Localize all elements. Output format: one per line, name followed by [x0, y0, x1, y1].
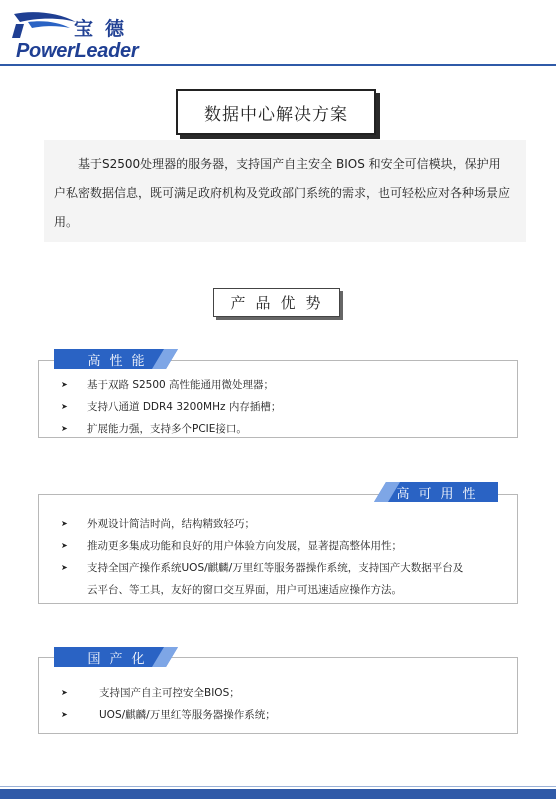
bullet-arrow-icon: ➤	[61, 563, 68, 572]
list-item	[39, 396, 517, 418]
section-localization	[38, 657, 518, 734]
list-item	[39, 704, 517, 726]
intro-text: 基于S2500处理器的服务器，支持国产自主安全 BIOS 和安全可信模块，保护用户私密数据信息，既可满足政府机构及党政部门系统的需求，也可轻松应对各种场景应用。	[54, 157, 511, 229]
list-item-text: 扩展能力强，支持多个PCIE接口。	[87, 423, 247, 435]
list-item-text: 支持全国产操作系统UOS/麒麟/万里红等服务器操作系统，支持国产大数据平台及	[87, 562, 464, 574]
list-item-text: UOS/麒麟/万里红等服务器操作系统；	[99, 709, 276, 721]
feature-list	[39, 374, 517, 440]
advantages-heading: 产品优势	[213, 288, 340, 317]
list-item	[39, 418, 517, 440]
bullet-arrow-icon: ➤	[61, 688, 68, 697]
list-item-continued	[39, 579, 517, 601]
list-item-text: 外观设计简洁时尚，结构精致轻巧；	[87, 518, 255, 530]
list-item-text: 推动更多集成功能和良好的用户体验方向发展，显著提高整体用性；	[87, 540, 402, 552]
section-tag-label: 高性能	[87, 353, 154, 369]
list-item-text: 支持八通道 DDR4 3200MHz 内存插槽；	[87, 401, 282, 413]
bullet-arrow-icon: ➤	[61, 402, 68, 411]
section-tag-localization	[54, 647, 178, 667]
list-item-text: 支持国产自主可控安全BIOS；	[99, 687, 240, 699]
footer-bar	[0, 789, 556, 799]
list-item	[39, 682, 517, 704]
list-item	[39, 557, 517, 579]
feature-list	[39, 513, 517, 601]
logo-english-name: PowerLeader	[16, 40, 139, 62]
logo-chinese-name: 宝德	[74, 18, 137, 40]
powerleader-logo	[10, 8, 160, 60]
list-item-text: 云平台、等工具，友好的窗口交互界面，用户可迅速适应操作方法。	[87, 584, 402, 596]
section-high-availability	[38, 494, 518, 604]
feature-list	[39, 682, 517, 726]
section-tag-high-performance	[54, 349, 178, 369]
bullet-arrow-icon: ➤	[61, 541, 68, 550]
bullet-arrow-icon: ➤	[61, 424, 68, 433]
section-tag-label: 国产化	[87, 651, 154, 667]
section-tag-label: 高可用性	[396, 486, 485, 502]
page-title: 数据中心解决方案	[176, 89, 376, 135]
list-item	[39, 535, 517, 557]
list-item	[39, 374, 517, 396]
section-tag-high-availability	[374, 482, 498, 502]
bullet-arrow-icon: ➤	[61, 710, 68, 719]
header-divider	[0, 64, 556, 66]
list-item-text: 基于双路 S2500 高性能通用微处理器；	[87, 379, 275, 391]
intro-panel	[44, 140, 526, 242]
bullet-arrow-icon: ➤	[61, 519, 68, 528]
bullet-arrow-icon: ➤	[61, 380, 68, 389]
list-item	[39, 513, 517, 535]
footer-divider	[0, 786, 556, 787]
section-high-performance	[38, 360, 518, 438]
